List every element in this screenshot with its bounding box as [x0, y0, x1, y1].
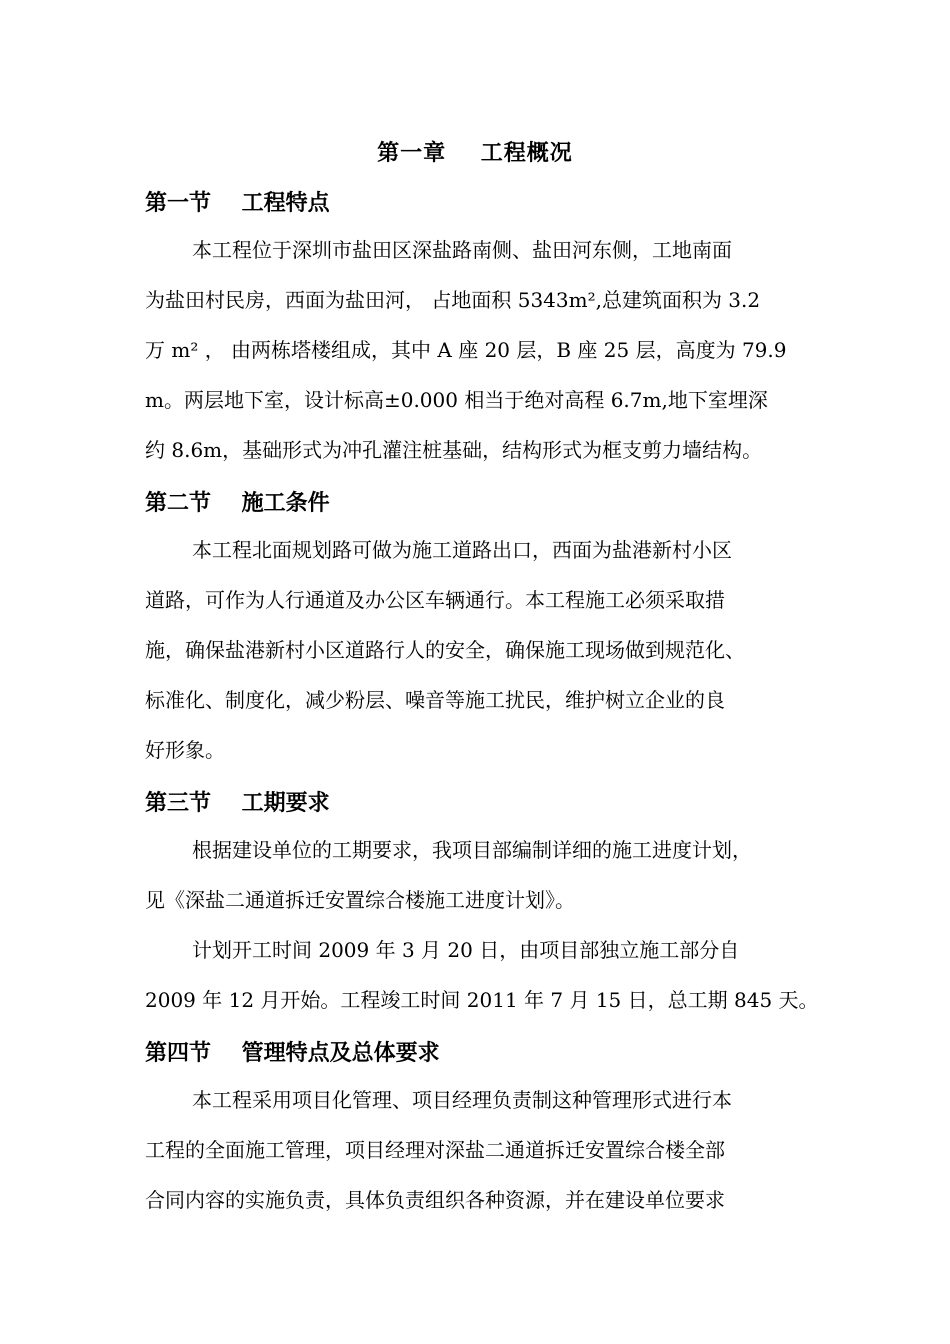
- chapter-title: 第一章 工程概况: [377, 140, 573, 166]
- paragraph-line: 本工程采用项目化管理、项目经理负责制这种管理形式进行本: [192, 1088, 732, 1112]
- section-heading-3: 第三节 工期要求: [145, 790, 330, 816]
- paragraph-line: 约 8.6m，基础形式为冲孔灌注桩基础，结构形式为框支剪力墙结构。: [145, 438, 763, 462]
- paragraph-line: 根据建设单位的工期要求，我项目部编制详细的施工进度计划，: [192, 838, 752, 862]
- paragraph-line: 万 m² ， 由两栋塔楼组成，其中 A 座 20 层，B 座 25 层，高度为 79.9: [145, 338, 787, 362]
- section-heading-4: 第四节 管理特点及总体要求: [145, 1040, 440, 1066]
- paragraph-line: 为盐田村民房，西面为盐田河， 占地面积 5343m²,总建筑面积为 3.2: [145, 288, 761, 312]
- paragraph-line: 本工程北面规划路可做为施工道路出口，西面为盐港新村小区: [192, 538, 732, 562]
- paragraph-line: 2009 年 12 月开始。工程竣工时间 2011 年 7 月 15 日，总工期 845 天。: [145, 988, 819, 1012]
- paragraph-line: 合同内容的实施负责，具体负责组织各种资源，并在建设单位要求: [145, 1188, 725, 1212]
- paragraph-line: 本工程位于深圳市盐田区深盐路南侧、盐田河东侧，工地南面: [192, 238, 732, 262]
- paragraph-line: 工程的全面施工管理，项目经理对深盐二通道拆迁安置综合楼全部: [145, 1138, 725, 1162]
- paragraph-line: 道路，可作为人行通道及办公区车辆通行。本工程施工必须采取措: [145, 588, 725, 612]
- paragraph-line: 标准化、制度化，减少粉层、噪音等施工扰民，维护树立企业的良: [145, 688, 725, 712]
- section-heading-1: 第一节 工程特点: [145, 190, 330, 216]
- paragraph-line: 好形象。: [145, 738, 225, 762]
- section-heading-2: 第二节 施工条件: [145, 490, 330, 516]
- paragraph-line: 见《深盐二通道拆迁安置综合楼施工进度计划》。: [145, 888, 575, 912]
- paragraph-line: m。两层地下室，设计标高±0.000 相当于绝对高程 6.7m,地下室埋深: [145, 388, 768, 412]
- paragraph-line: 施，确保盐港新村小区道路行人的安全，确保施工现场做到规范化、: [145, 638, 745, 662]
- paragraph-line: 计划开工时间 2009 年 3 月 20 日，由项目部独立施工部分自: [192, 938, 740, 962]
